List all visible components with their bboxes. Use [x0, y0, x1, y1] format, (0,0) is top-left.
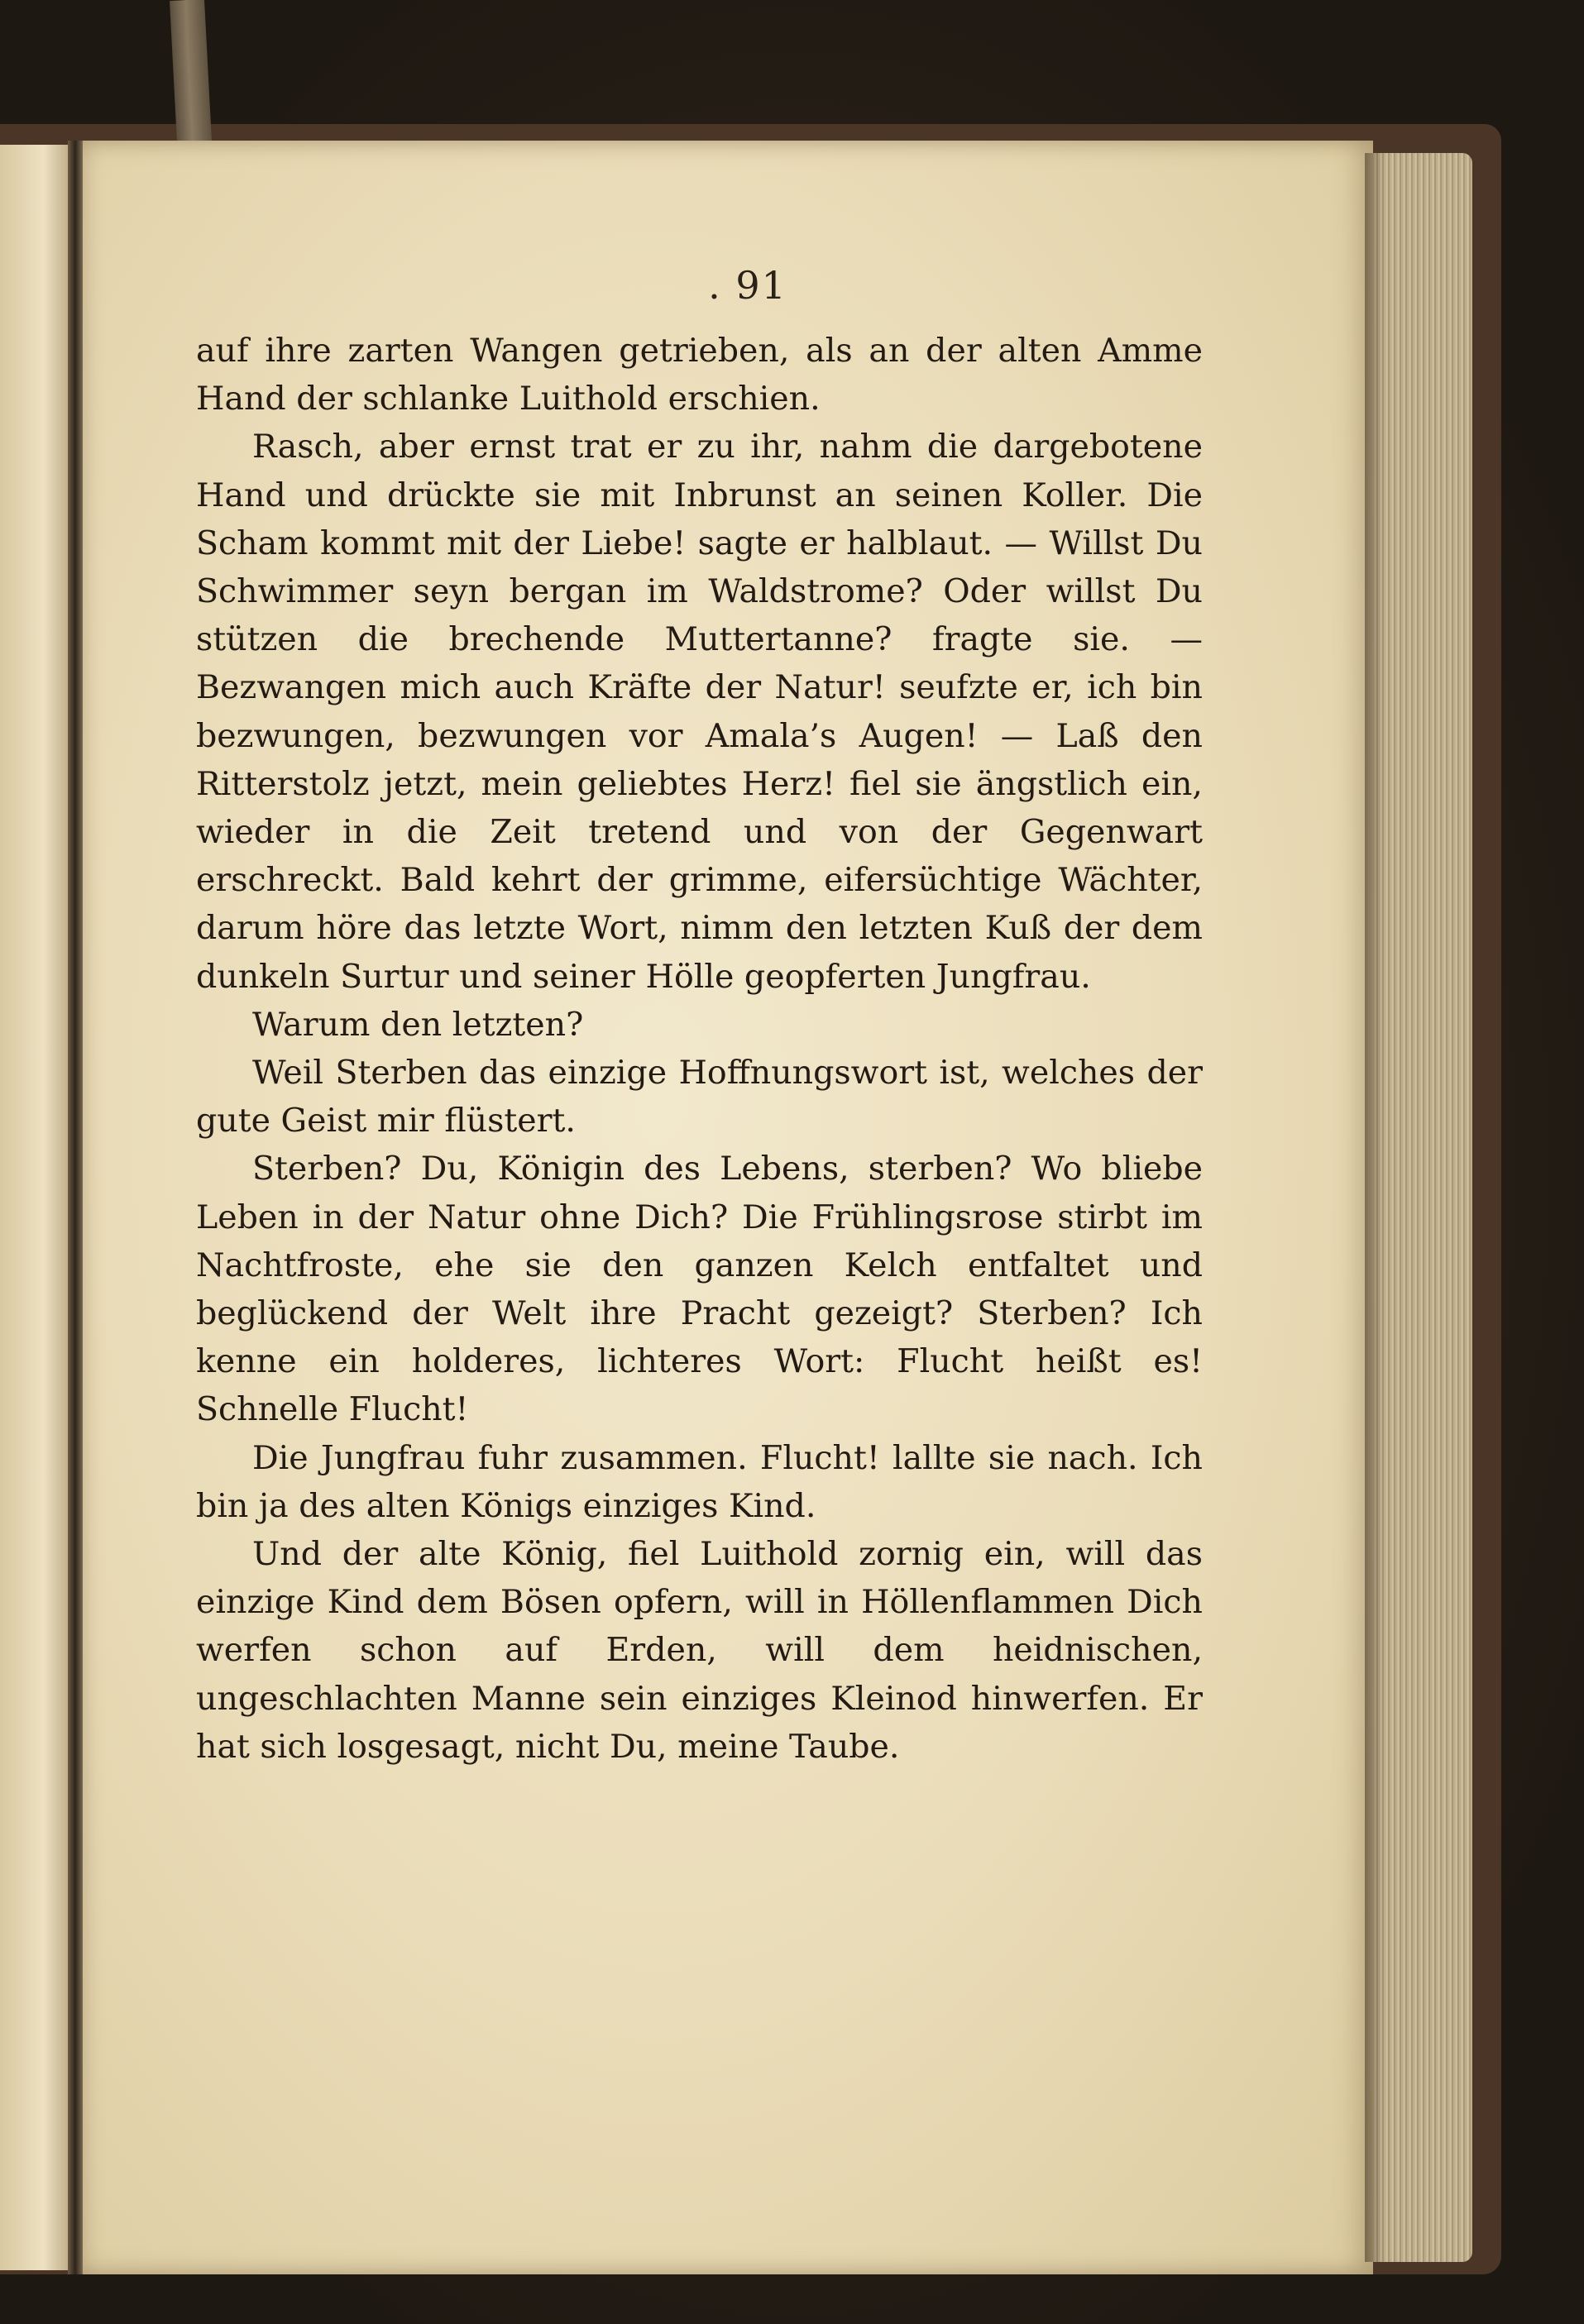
paragraph: auf ihre zarten Wangen getrieben, als an der alten Amme Hand der schlanke Luithold erschien. — [196, 332, 1203, 418]
paragraph: Weil Sterben das einzige Hoffnungswort ist, welches der gute Geist mir flüstert. — [196, 1054, 1203, 1140]
left-page-edge — [0, 145, 73, 2270]
paragraph: Sterben? Du, Königin des Lebens, sterben? Wo bliebe Leben in der Natur ohne Dich? Die Frühlingsrose stirbt im Nachtfroste, ehe sie den ganzen Kelch entfaltet und beglückend der Welt ihre Pracht gezeigt? Sterben? Ich kenne ein holderes, lichteres Wort: Flucht heißt es! Schnelle Flucht! — [196, 1150, 1203, 1429]
paragraph: Und der alte König, fiel Luithold zornig ein, will das einzige Kind dem Bösen opfern, will in Höllenflammen Dich werfen schon auf Erden, will dem heidnischen, ungeschlachten Manne sein einziges Kleinod hinwerfen. Er hat sich losgesagt, nicht Du, meine Taube. — [196, 1535, 1203, 1766]
page-edge-shadow — [1365, 153, 1385, 2262]
book-page — [76, 141, 1373, 2274]
page-number: . 91 — [708, 263, 787, 308]
page-text — [196, 327, 1203, 1981]
page-block-edges — [1373, 153, 1472, 2262]
paragraph: Die Jungfrau fuhr zusammen. Flucht! lallte sie nach. Ich bin ja des alten Königs einziges Kind. — [196, 1438, 1203, 1525]
paragraph: Rasch, aber ernst trat er zu ihr, nahm die dargebotene Hand und drückte sie mit Inbrunst an seinen Koller. Die Scham kommt mit der Liebe! sagte er halblaut. — Willst Du Schwimmer seyn bergan im Waldstrome? Oder willst Du stützen die brechende Muttertanne? fragte sie. — Bezwangen mich auch Kräfte der Natur! seufzte er, ich bin bezwungen, bezwungen vor Amala’s Augen! — Laß den Ritterstolz jetzt, mein geliebtes Herz! fiel sie ängstlich ein, wieder in die Zeit tretend und von der Gegenwart erschreckt. Bald kehrt der grimme, eifersüchtige Wächter, darum höre das letzte Wort, nimm den letzten Kuß der dem dunkeln Surtur und seiner Hölle geopferten Jungfrau. — [196, 428, 1203, 996]
book-gutter — [68, 141, 83, 2274]
paragraph: Warum den letzten? — [252, 1005, 584, 1044]
